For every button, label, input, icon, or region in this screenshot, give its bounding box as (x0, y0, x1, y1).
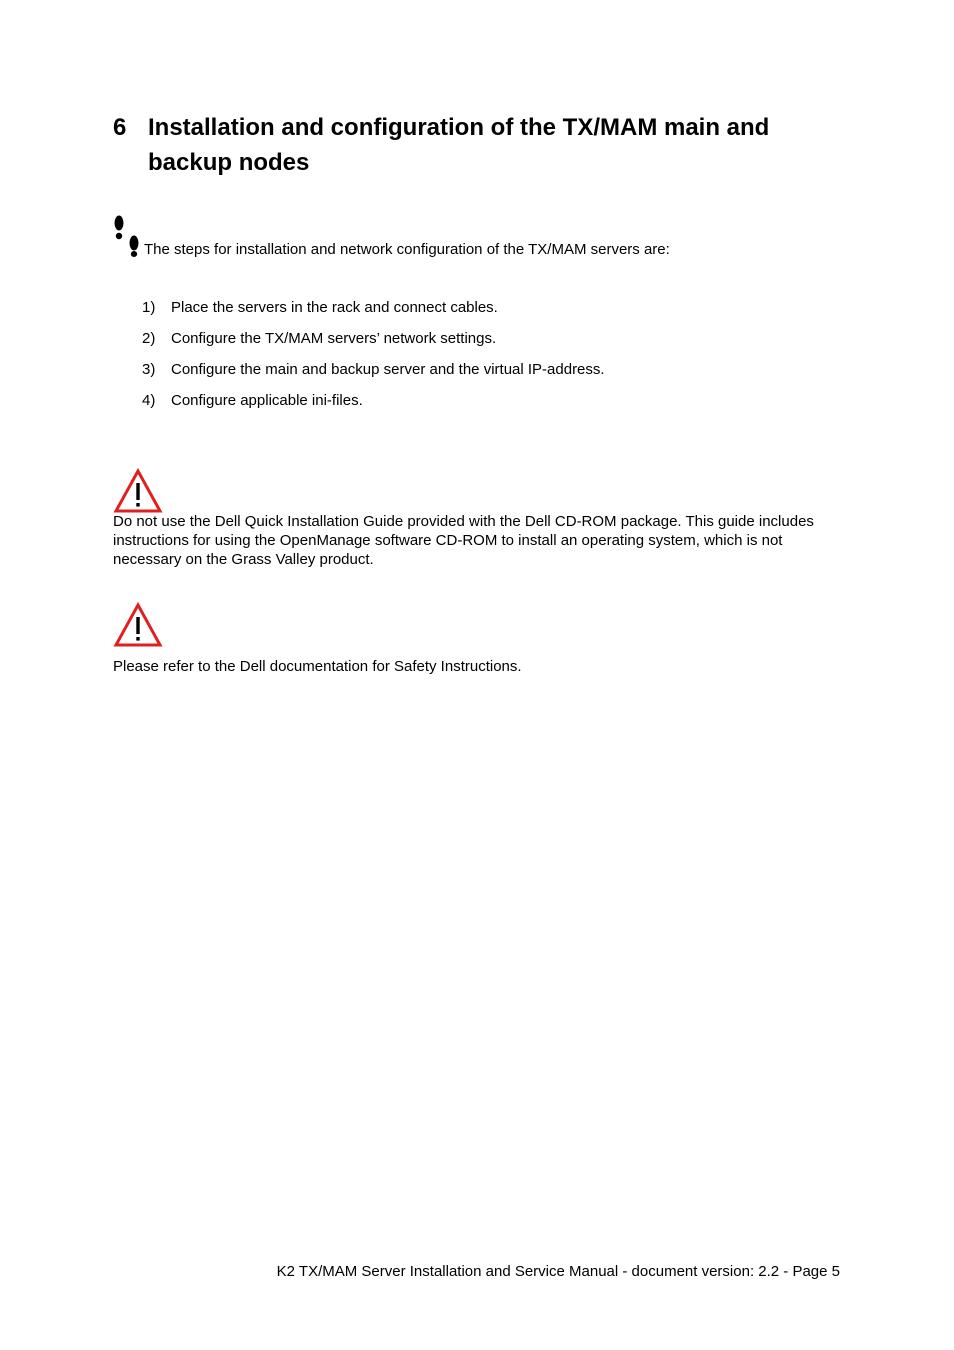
warning-text: Please refer to the Dell documentation for Safety Instructions. (113, 658, 522, 675)
warning-triangle-icon (113, 468, 163, 514)
step-number: 1) (142, 299, 156, 316)
step-number: 4) (142, 392, 156, 409)
page-footer: K2 TX/MAM Server Installation and Service Manual - document version: 2.2 - Page 5 (276, 1263, 840, 1280)
step-text: Configure the main and backup server and the virtual IP-address. (171, 361, 605, 378)
footsteps-icon (112, 214, 142, 258)
step-text: Configure applicable ini-files. (171, 392, 363, 409)
section-number: 6 (113, 114, 127, 141)
step-number: 3) (142, 361, 156, 378)
step-number: 2) (142, 330, 156, 347)
step-text: Configure the TX/MAM servers’ network settings. (171, 330, 497, 347)
warning-triangle-icon (113, 602, 163, 648)
warning-text: Do not use the Dell Quick Installation Guide provided with the Dell CD-ROM package. This guide includes instructions for using the OpenManage software CD-ROM to install an operating system, which is not necessary on the Grass Valley product. (113, 513, 814, 568)
section-title: Installation and configuration of the TX/MAM main and backup nodes (148, 114, 770, 176)
intro-text: The steps for installation and network configuration of the TX/MAM servers are: (144, 241, 670, 258)
step-text: Place the servers in the rack and connect cables. (171, 299, 498, 316)
